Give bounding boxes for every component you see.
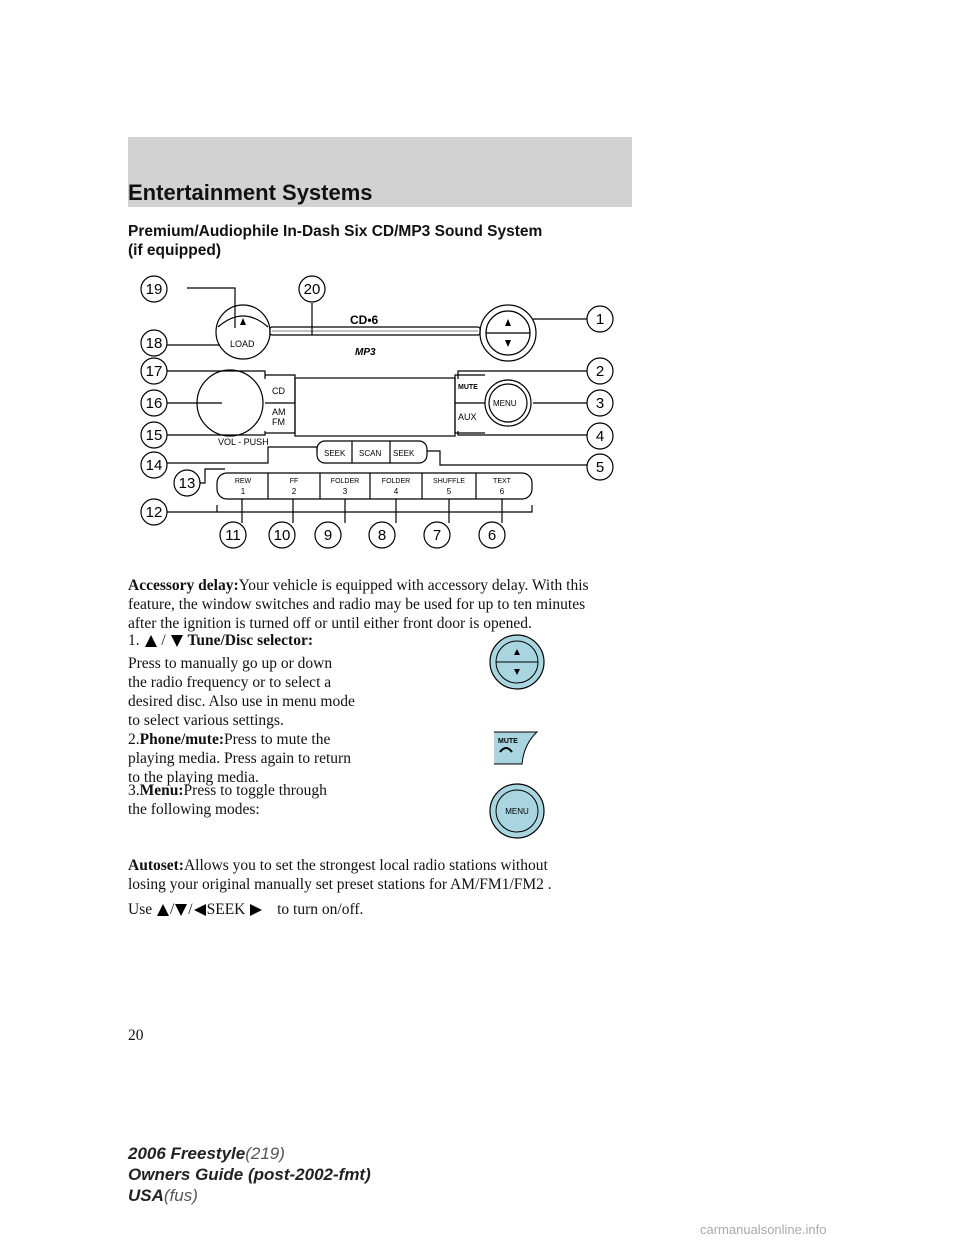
callout-19: 19 <box>145 281 163 298</box>
footer-region: USA <box>128 1186 164 1205</box>
item2-line1: Press to mute the <box>224 731 331 748</box>
watermark: carmanualsonline.info <box>700 1222 827 1237</box>
item1-line: to select various settings. <box>128 712 284 729</box>
cd-label: CD <box>272 386 285 396</box>
item3-line: the following modes: <box>128 801 260 818</box>
item1-sep: / <box>161 632 166 649</box>
footer <box>128 1143 371 1206</box>
autoset-line1: Allows you to set the strongest local radio stations without <box>183 857 548 874</box>
use-line <box>128 900 363 919</box>
section-title-line2: (if equipped) <box>128 242 221 259</box>
item1-line: the radio frequency or to select a <box>128 674 332 691</box>
item3-line1: Press to toggle through <box>183 782 327 799</box>
callout-6: 6 <box>487 527 497 544</box>
item2-line: to the playing media. <box>128 769 259 786</box>
callout-10: 10 <box>273 527 291 544</box>
callout-18: 18 <box>145 335 163 352</box>
footer-model: 2006 Freestyle <box>128 1144 246 1163</box>
item2-paragraph <box>128 730 388 787</box>
item3-paragraph <box>128 781 388 819</box>
callout-4: 4 <box>595 428 605 445</box>
callout-14: 14 <box>145 457 163 474</box>
radio-diagram <box>140 275 620 555</box>
preset-5-top: SHUFFLE <box>433 478 465 485</box>
am-label: AM <box>272 407 286 417</box>
callout-17: 17 <box>145 363 163 380</box>
accessory-paragraph <box>128 576 648 633</box>
accessory-line3: after the ignition is turned off or until either front door is opened. <box>128 615 532 632</box>
scan-label: SCAN <box>359 449 382 458</box>
menu-button-icon <box>488 782 546 840</box>
autoset-line2: losing your original manually set preset stations for AM/FM1/FM2 . <box>128 876 552 893</box>
fm-label: FM <box>272 417 285 427</box>
item1-description <box>128 654 388 730</box>
menu-label: MENU <box>493 399 517 408</box>
preset-3-top: FOLDER <box>330 478 360 485</box>
accessory-line2: feature, the window switches and radio may be used for up to ten minutes <box>128 596 586 613</box>
footer-guide: Owners Guide (post-2002-fmt) <box>128 1165 371 1184</box>
preset-6-top: TEXT <box>493 478 511 485</box>
menu-icon-text: MENU <box>505 807 529 816</box>
preset-4-num: 4 <box>393 487 399 496</box>
down-arrow-icon <box>170 634 184 648</box>
preset-2-num: 2 <box>291 487 297 496</box>
left-arrow-icon <box>193 903 207 917</box>
mute-icon-text: MUTE <box>498 738 518 745</box>
autoset-label: Autoset: <box>128 857 184 874</box>
load-label: LOAD <box>230 339 255 349</box>
footer-region-code: (fus) <box>163 1186 198 1205</box>
callout-1: 1 <box>595 311 605 328</box>
callout-5: 5 <box>595 459 605 476</box>
callout-15: 15 <box>145 427 163 444</box>
up-arrow-icon <box>156 903 170 917</box>
callout-11: 11 <box>225 527 241 544</box>
item2-label: Phone/mute: <box>139 731 225 748</box>
item3-label: Menu: <box>139 782 184 799</box>
callout-13: 13 <box>178 475 196 492</box>
mute-label: MUTE <box>458 384 478 391</box>
down-arrow-icon <box>174 903 188 917</box>
mp3-label: MP3 <box>355 347 376 358</box>
accessory-label: Accessory delay: <box>128 577 239 594</box>
seek-left-label: SEEK <box>324 449 346 458</box>
seek-text: SEEK <box>206 901 246 918</box>
callout-12: 12 <box>145 504 163 521</box>
preset-1-num: 1 <box>240 487 246 496</box>
mute-phone-icon <box>492 730 548 766</box>
callout-7: 7 <box>432 527 442 544</box>
accessory-line1: Your vehicle is equipped with accessory delay. With this <box>238 577 589 594</box>
use-sep1: / <box>169 901 175 918</box>
callout-9: 9 <box>323 527 333 544</box>
preset-1-top: REW <box>234 478 252 485</box>
item2-line: playing media. Press again to return <box>128 750 351 767</box>
callout-2: 2 <box>595 363 605 380</box>
cd6-label: CD•6 <box>350 313 379 327</box>
use-text: Use <box>128 901 153 918</box>
vol-label: VOL - PUSH <box>218 437 269 447</box>
item1-label: Tune/Disc selector: <box>187 632 313 649</box>
preset-6-num: 6 <box>499 487 505 496</box>
use-tail: to turn on/off. <box>277 901 364 918</box>
callout-3: 3 <box>595 395 605 412</box>
footer-model-code: (219) <box>245 1144 285 1163</box>
item1-line: Press to manually go up or down <box>128 655 333 672</box>
item2-number: 2. <box>128 731 140 748</box>
preset-3-num: 3 <box>342 487 348 496</box>
callout-8: 8 <box>377 527 387 544</box>
use-sep2: / <box>188 901 193 918</box>
page-header-title: Entertainment Systems <box>128 180 373 205</box>
preset-5-num: 5 <box>446 487 452 496</box>
seek-right-label: SEEK <box>393 449 415 458</box>
item3-number: 3. <box>128 782 140 799</box>
section-title-line1: Premium/Audiophile In-Dash Six CD/MP3 Sound System <box>128 223 543 240</box>
autoset-paragraph <box>128 856 668 894</box>
item1-number: 1. <box>128 632 140 649</box>
tune-knob-icon <box>488 633 546 691</box>
section-title <box>128 222 648 260</box>
preset-4-top: FOLDER <box>381 478 411 485</box>
up-arrow-icon <box>144 634 158 648</box>
callout-20: 20 <box>303 281 321 298</box>
callout-16: 16 <box>145 395 163 412</box>
preset-2-top: FF <box>289 478 299 485</box>
item1-line: desired disc. Also use in menu mode <box>128 693 355 710</box>
item1-heading <box>128 631 313 650</box>
page-number: 20 <box>128 1027 144 1044</box>
aux-label: AUX <box>458 412 477 422</box>
right-arrow-icon <box>249 903 263 917</box>
